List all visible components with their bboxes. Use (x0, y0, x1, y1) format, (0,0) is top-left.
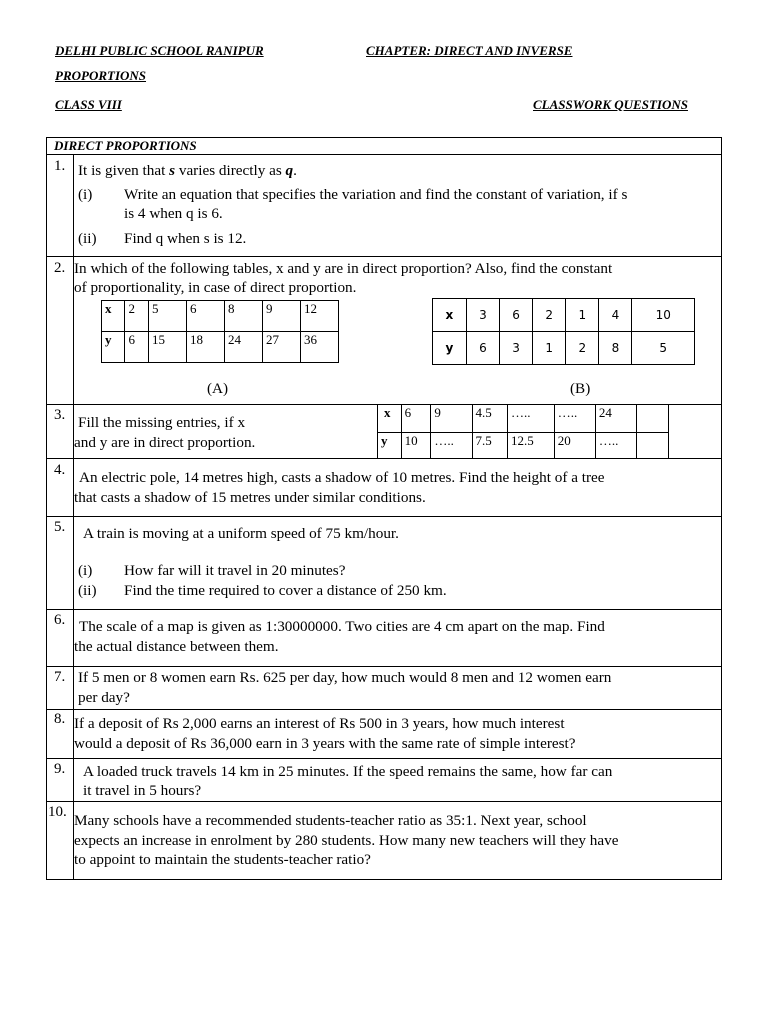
table-cell: 15 (148, 332, 186, 363)
worksheet-type: CLASSWORK QUESTIONS (533, 97, 688, 112)
sub-question-text: is 4 when q is 6. (124, 205, 223, 222)
class-label: CLASS VIII (55, 97, 122, 112)
question-text: If 5 men or 8 women earn Rs. 625 per day, how much would 8 men and 12 women earn (78, 669, 612, 686)
table-cell: 6 (401, 405, 431, 433)
table-cell: ….. (431, 433, 472, 459)
table-cell: 1 (533, 332, 566, 365)
table-row (433, 299, 695, 332)
table-row (102, 301, 339, 332)
table-cell: 8 (224, 301, 262, 332)
table-cell: 3 (499, 332, 532, 365)
table-row (433, 332, 695, 365)
question-text: Many schools have a recommended students-teacher ratio as 35:1. Next year, school (74, 812, 587, 829)
table-row (378, 405, 669, 433)
table-cell: 9 (431, 405, 472, 433)
question-text: expects an increase in enrolment by 280 students. How many new teachers will they have (74, 832, 619, 849)
question-text: of proportionality, in case of direct proportion. (74, 279, 357, 296)
row-divider (47, 666, 721, 667)
question-table (46, 137, 722, 880)
table-row (102, 332, 339, 363)
question-text: per day? (78, 689, 130, 706)
table-row (378, 433, 669, 459)
row-divider (47, 154, 721, 155)
chapter-title: CHAPTER: DIRECT AND INVERSE (366, 43, 573, 58)
question-number: 9. (54, 761, 66, 777)
question-number: 2. (54, 260, 66, 276)
table-cell: 9 (262, 301, 300, 332)
question-text: A train is moving at a uniform speed of 75 km/hour. (83, 525, 399, 542)
row-divider (47, 256, 721, 257)
table-cell: 18 (186, 332, 224, 363)
sub-question-text: Find q when s is 12. (124, 230, 247, 247)
table-cell: y (378, 433, 402, 459)
question-text: The scale of a map is given as 1:30000000. Two cities are 4 cm apart on the map. Find (79, 618, 605, 635)
table-cell: 1 (566, 299, 599, 332)
table-cell: 24 (224, 332, 262, 363)
sub-question-label: (ii) (78, 230, 97, 247)
question-number: 3. (54, 407, 66, 423)
table-a (101, 300, 339, 363)
table-cell: 12 (300, 301, 338, 332)
question-text: would a deposit of Rs 36,000 earn in 3 years with the same rate of simple interest? (74, 735, 576, 752)
table-cell: 2 (566, 332, 599, 365)
question-number: 4. (54, 462, 66, 478)
table-cell: 6 (466, 332, 499, 365)
table-label: (A) (207, 380, 229, 397)
table-cell: 5 (148, 301, 186, 332)
missing-entries-table (377, 404, 669, 459)
question-text: If a deposit of Rs 2,000 earns an interest of Rs 500 in 3 years, how much interest (74, 715, 565, 732)
sub-question-text: Write an equation that specifies the variation and find the constant of variation, if s (124, 186, 628, 203)
question-text: An electric pole, 14 metres high, casts a shadow of 10 metres. Find the height of a tree (79, 469, 605, 486)
table-cell: 5 (632, 332, 695, 365)
question-text: It is given that s varies directly as q. (78, 162, 297, 179)
sub-question-text: Find the time required to cover a distance of 250 km. (124, 582, 447, 599)
question-number: 7. (54, 669, 66, 685)
table-cell: 6 (125, 332, 148, 363)
row-divider (47, 801, 721, 802)
question-number: 6. (54, 612, 66, 628)
question-number: 10. (48, 804, 67, 820)
table-label: (B) (570, 380, 591, 397)
sub-question-label: (i) (78, 562, 93, 579)
table-cell: 24 (595, 405, 636, 433)
question-number: 5. (54, 519, 66, 535)
question-text: In which of the following tables, x and y are in direct proportion? Also, find the constant (74, 260, 613, 277)
table-cell: 6 (499, 299, 532, 332)
table-cell: 27 (262, 332, 300, 363)
row-divider (47, 516, 721, 517)
table-cell: 7.5 (472, 433, 507, 459)
table-cell: 8 (599, 332, 632, 365)
table-cell: 10 (401, 433, 431, 459)
table-cell: 36 (300, 332, 338, 363)
question-text: that casts a shadow of 15 metres under similar conditions. (74, 489, 426, 506)
row-divider (47, 758, 721, 759)
question-text: A loaded truck travels 14 km in 25 minutes. If the speed remains the same, how far can (83, 763, 613, 780)
table-cell: 2 (125, 301, 148, 332)
table-cell: x (378, 405, 402, 433)
question-text: the actual distance between them. (74, 638, 279, 655)
question-text: Fill the missing entries, if x (78, 414, 246, 431)
table-cell: 4 (599, 299, 632, 332)
school-name: DELHI PUBLIC SCHOOL RANIPUR (55, 43, 264, 58)
table-cell (637, 433, 669, 459)
sub-question-text: How far will it travel in 20 minutes? (124, 562, 346, 579)
table-cell: x (433, 299, 467, 332)
table-cell: 10 (632, 299, 695, 332)
question-number: 1. (54, 158, 66, 174)
table-cell: x (102, 301, 125, 332)
table-cell: 6 (186, 301, 224, 332)
table-cell (637, 405, 669, 433)
table-cell: 2 (533, 299, 566, 332)
table-cell: 4.5 (472, 405, 507, 433)
question-number: 8. (54, 711, 66, 727)
table-b (432, 298, 695, 365)
question-text: to appoint to maintain the students-teacher ratio? (74, 851, 371, 868)
chapter-title-cont: PROPORTIONS (55, 68, 147, 83)
table-cell: ….. (554, 405, 595, 433)
table-cell: ….. (507, 405, 554, 433)
table-cell: y (102, 332, 125, 363)
sub-question-label: (i) (78, 186, 93, 203)
section-title: DIRECT PROPORTIONS (54, 138, 197, 153)
table-cell: ….. (595, 433, 636, 459)
table-cell: 20 (554, 433, 595, 459)
question-text: it travel in 5 hours? (83, 782, 202, 799)
table-cell: 12.5 (507, 433, 554, 459)
table-cell: y (433, 332, 467, 365)
sub-question-label: (ii) (78, 582, 97, 599)
question-text: and y are in direct proportion. (74, 434, 256, 451)
row-divider (47, 609, 721, 610)
table-cell: 3 (466, 299, 499, 332)
row-divider (47, 709, 721, 710)
